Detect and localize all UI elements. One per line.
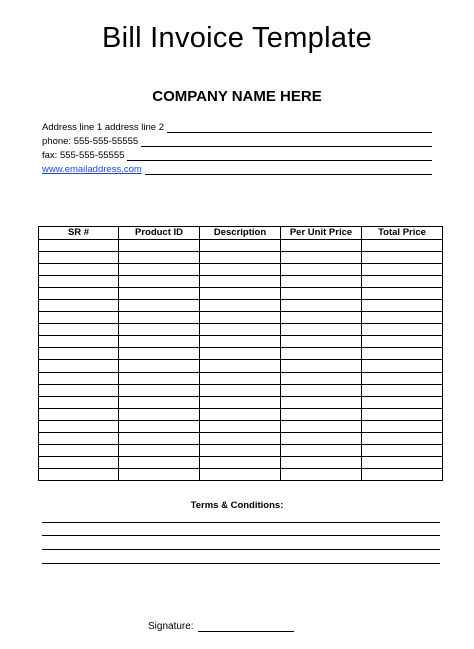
column-header-sr: SR # [39,227,119,240]
total-price-cell[interactable] [362,445,443,457]
product-id-cell[interactable] [119,275,200,287]
table-row [39,299,443,311]
table-row [39,433,443,445]
terms-blank-line[interactable] [42,535,440,536]
table-row [39,469,443,481]
phone-blank-line [141,136,432,147]
product-id-cell[interactable] [119,360,200,372]
table-row [39,408,443,420]
total-price-cell[interactable] [362,408,443,420]
description-cell[interactable] [200,469,281,481]
sr-cell[interactable] [39,275,119,287]
per-unit-price-cell[interactable] [281,348,362,360]
table-row [39,396,443,408]
phone-label: phone: 555-555-55555 [42,136,139,147]
per-unit-price-cell[interactable] [281,324,362,336]
product-id-cell[interactable] [119,372,200,384]
terms-blank-line[interactable] [42,563,440,564]
table-row [39,324,443,336]
sr-cell[interactable] [39,372,119,384]
table-row [39,263,443,275]
per-unit-price-cell[interactable] [281,445,362,457]
total-price-cell[interactable] [362,299,443,311]
column-header-per-unit-price: Per Unit Price [281,227,362,240]
table-row [39,251,443,263]
description-cell[interactable] [200,384,281,396]
per-unit-price-cell[interactable] [281,336,362,348]
table-row [39,445,443,457]
sr-cell[interactable] [39,324,119,336]
product-id-cell[interactable] [119,408,200,420]
signature-label: Signature: [148,621,194,632]
product-id-cell[interactable] [119,312,200,324]
fax-line [42,149,432,162]
sr-cell[interactable] [39,396,119,408]
description-cell[interactable] [200,372,281,384]
signature-blank-line[interactable] [198,621,294,632]
per-unit-price-cell[interactable] [281,312,362,324]
per-unit-price-cell[interactable] [281,396,362,408]
description-cell[interactable] [200,445,281,457]
company-name: COMPANY NAME HERE [152,88,322,105]
product-id-cell[interactable] [119,469,200,481]
total-price-cell[interactable] [362,239,443,251]
description-cell[interactable] [200,336,281,348]
product-id-cell[interactable] [119,287,200,299]
table-row [39,457,443,469]
terms-blank-line[interactable] [42,549,440,550]
column-header-total-price: Total Price [362,227,443,240]
column-header-product-id: Product ID [119,227,200,240]
per-unit-price-cell[interactable] [281,384,362,396]
total-price-cell[interactable] [362,360,443,372]
total-price-cell[interactable] [362,251,443,263]
terms-blank-line[interactable] [42,522,440,523]
page-title: Bill Invoice Template [101,22,373,54]
product-id-cell[interactable] [119,420,200,432]
per-unit-price-cell[interactable] [281,457,362,469]
total-price-cell[interactable] [362,348,443,360]
sr-cell[interactable] [39,312,119,324]
total-price-cell[interactable] [362,396,443,408]
description-cell[interactable] [200,287,281,299]
table-row [39,312,443,324]
description-cell[interactable] [200,408,281,420]
per-unit-price-cell[interactable] [281,420,362,432]
table-row [39,360,443,372]
description-cell[interactable] [200,239,281,251]
table-row [39,239,443,251]
description-cell[interactable] [200,420,281,432]
sr-cell[interactable] [39,445,119,457]
product-id-cell[interactable] [119,299,200,311]
total-price-cell[interactable] [362,312,443,324]
total-price-cell[interactable] [362,275,443,287]
sr-cell[interactable] [39,251,119,263]
table-row [39,336,443,348]
address-label: Address line 1 address line 2 [42,122,164,133]
invoice-items-body [39,239,443,481]
per-unit-price-cell[interactable] [281,433,362,445]
total-price-cell[interactable] [362,372,443,384]
table-row [39,384,443,396]
email-link[interactable]: www.emailaddress.com [42,164,142,175]
per-unit-price-cell[interactable] [281,408,362,420]
sr-cell[interactable] [39,433,119,445]
description-cell[interactable] [200,251,281,263]
sr-cell[interactable] [39,408,119,420]
product-id-cell[interactable] [119,251,200,263]
description-cell[interactable] [200,324,281,336]
sr-cell[interactable] [39,384,119,396]
total-price-cell[interactable] [362,336,443,348]
table-row [39,372,443,384]
description-cell[interactable] [200,275,281,287]
per-unit-price-cell[interactable] [281,372,362,384]
total-price-cell[interactable] [362,324,443,336]
table-row [39,275,443,287]
sr-cell[interactable] [39,336,119,348]
description-cell[interactable] [200,396,281,408]
sr-cell[interactable] [39,348,119,360]
sr-cell[interactable] [39,360,119,372]
product-id-cell[interactable] [119,396,200,408]
total-price-cell[interactable] [362,457,443,469]
product-id-cell[interactable] [119,433,200,445]
sr-cell[interactable] [39,287,119,299]
product-id-cell[interactable] [119,457,200,469]
per-unit-price-cell[interactable] [281,263,362,275]
product-id-cell[interactable] [119,324,200,336]
fax-label: fax: 555-555-55555 [42,150,125,161]
sr-cell[interactable] [39,239,119,251]
sr-cell[interactable] [39,263,119,275]
table-header-row [39,227,443,240]
description-cell[interactable] [200,263,281,275]
fax-blank-line [127,150,432,161]
product-id-cell[interactable] [119,336,200,348]
email-blank-line [145,164,432,175]
phone-line [42,135,432,148]
per-unit-price-cell[interactable] [281,360,362,372]
table-row [39,287,443,299]
per-unit-price-cell[interactable] [281,299,362,311]
table-row [39,420,443,432]
per-unit-price-cell[interactable] [281,287,362,299]
terms-title: Terms & Conditions: [190,500,284,511]
invoice-items-table [38,226,443,481]
sr-cell[interactable] [39,469,119,481]
description-cell[interactable] [200,433,281,445]
description-cell[interactable] [200,348,281,360]
product-id-cell[interactable] [119,263,200,275]
signature-line [148,620,294,633]
table-row [39,348,443,360]
total-price-cell[interactable] [362,384,443,396]
total-price-cell[interactable] [362,469,443,481]
description-cell[interactable] [200,312,281,324]
address-blank-line [167,122,432,133]
per-unit-price-cell[interactable] [281,469,362,481]
per-unit-price-cell[interactable] [281,251,362,263]
total-price-cell[interactable] [362,420,443,432]
total-price-cell[interactable] [362,263,443,275]
per-unit-price-cell[interactable] [281,275,362,287]
per-unit-price-cell[interactable] [281,239,362,251]
sr-cell[interactable] [39,299,119,311]
total-price-cell[interactable] [362,287,443,299]
address-line [42,121,432,134]
product-id-cell[interactable] [119,348,200,360]
description-cell[interactable] [200,457,281,469]
column-header-description: Description [200,227,281,240]
product-id-cell[interactable] [119,384,200,396]
description-cell[interactable] [200,360,281,372]
sr-cell[interactable] [39,457,119,469]
total-price-cell[interactable] [362,433,443,445]
sr-cell[interactable] [39,420,119,432]
email-line [42,163,432,176]
description-cell[interactable] [200,299,281,311]
product-id-cell[interactable] [119,445,200,457]
product-id-cell[interactable] [119,239,200,251]
